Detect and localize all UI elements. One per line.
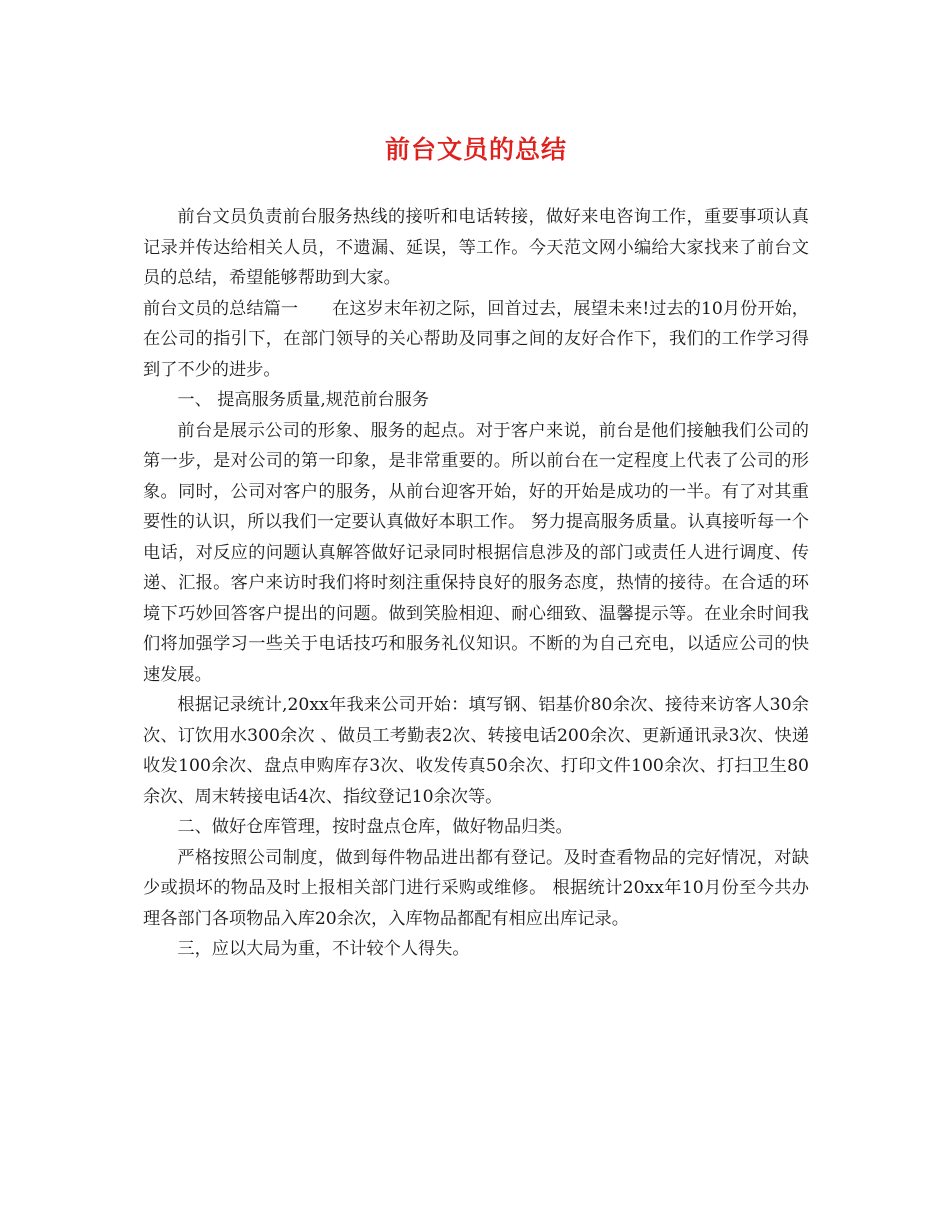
document-title: 前台文员的总结 [384, 135, 567, 164]
section-paragraph [143, 294, 809, 386]
warehouse-paragraph: 严格按照公司制度，做到每件物品进出都有登记。及时查看物品的完好情况，对缺少或损坏的物品及时上报相关部门进行采购或维修。 根据统计20xx年10月份至今共办理各部门各项物品入库20余次，入库物品都配有相应出库记录。 [143, 847, 809, 929]
heading-warehouse: 二、做好仓库管理，按时盘点仓库，做好物品归类。 [177, 817, 573, 837]
heading-overall-interest: 三，应以大局为重，不计较个人得失。 [177, 939, 470, 959]
document-page [143, 130, 809, 965]
section-text: 在这岁末年初之际，回首过去，展望未来!过去的10月份开始，在公司的指引下，在部门领导的关心帮助及同事之间的友好合作下，我们的工作学习得到了不少的进步。 [143, 298, 809, 380]
heading-service-quality: 一、 提高服务质量,规范前台服务 [177, 390, 429, 410]
intro-paragraph: 前台文员负责前台服务热线的接听和电话转接，做好来电咨询工作，重要事项认真记录并传达给相关人员，不遗漏、延误，等工作。今天范文网小编给大家找来了前台文员的总结，希望能够帮助到大家。 [143, 207, 809, 288]
service-paragraph: 前台是展示公司的形象、服务的起点。对于客户来说，前台是他们接触我们公司的第一步，是对公司的第一印象，是非常重要的。所以前台在一定程度上代表了公司的形象。同时，公司对客户的服务，从前台迎客开始，好的开始是成功的一半。有了对其重要性的认识，所以我们一定要认真做好本职工作。 努力提高服务质量。认真接听每一个电话，对反应的问题认真解答做好记录同时根据信息涉及的部门或责任人进行调度、传递、汇报。客户来访时我们将时刻注重保持良好的服务态度，热情的接待。在合适的环境下巧妙回答客户提出的问题。做到笑脸相迎、耐心细致、温馨提示等。在业余时间我们将加强学习一些关于电话技巧和服务礼仪知识。不断的为自己充电，以适应公司的快速发展。 [143, 420, 809, 685]
section-label: 前台文员的总结篇一 [143, 298, 299, 319]
statistics-paragraph: 根据记录统计,20xx年我来公司开始：填写钢、铝基价80余次、接待来访客人30余次、订饮用水300余次 、做员工考勤表2次、转接电话200余次、更新通讯录3次、快递收发100余次、盘点申购库存3次、收发传真50余次、打印文件100余次、打扫卫生80余次、周末转接电话4次、指纹登记10余次等。 [143, 695, 809, 807]
